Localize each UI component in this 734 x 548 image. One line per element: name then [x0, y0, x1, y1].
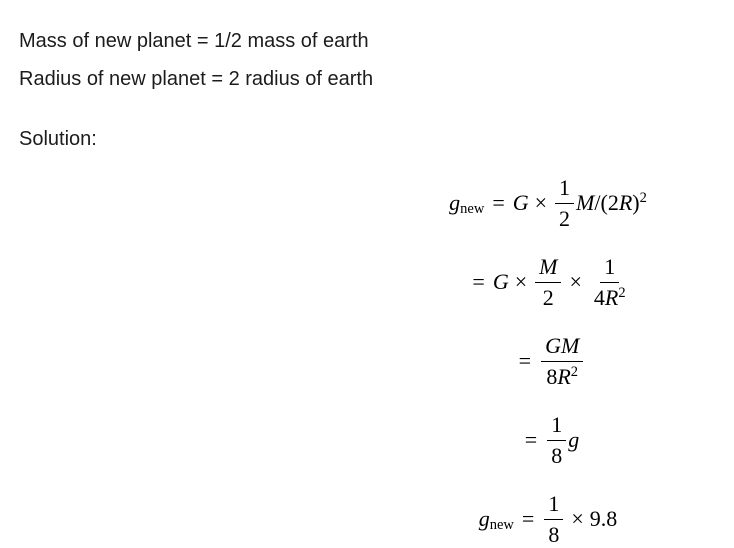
denominator-4R2 — [590, 283, 630, 311]
equation-line-1 — [449, 175, 647, 232]
var-g: g — [478, 506, 490, 532]
derivation-block — [398, 175, 698, 548]
denominator-8R2 — [542, 362, 582, 390]
given-line-mass: Mass of new planet = 1/2 mass of earth — [19, 30, 369, 52]
var-M: M — [576, 190, 595, 216]
equals-sign: = — [472, 269, 485, 295]
var-g: g — [449, 190, 461, 216]
equals-sign: = — [524, 427, 538, 453]
numerator-1: 1 — [547, 412, 566, 441]
exponent-2: 2 — [618, 284, 626, 301]
coef-8: 8 — [546, 363, 558, 389]
var-M: M — [560, 332, 580, 358]
subscript-new: new — [460, 201, 485, 218]
numerator-1: 1 — [544, 491, 563, 520]
fraction-one-half — [555, 175, 574, 232]
solution-label: Solution: — [19, 128, 97, 150]
equals-sign: = — [518, 348, 532, 374]
var-G: G — [545, 332, 561, 358]
numerator: 1 — [555, 175, 574, 204]
g-new-symbol — [479, 506, 514, 532]
denominator-2: 2 — [542, 284, 554, 310]
exponent-2: 2 — [570, 363, 579, 380]
m-over-2r-squared-inline — [576, 190, 647, 216]
numerator-1: 1 — [600, 254, 619, 283]
numerator-GM — [541, 333, 583, 362]
var-R: R — [604, 284, 619, 310]
equals-sign: = — [521, 506, 535, 532]
numeric-value: 9.8 — [589, 506, 618, 532]
fraction-one-eighth — [544, 491, 563, 548]
equation-line-3 — [511, 333, 586, 390]
rparen: ) — [632, 190, 640, 216]
equals-sign: = — [492, 190, 505, 216]
numerator-M: M — [535, 254, 561, 283]
denominator-8: 8 — [548, 521, 560, 547]
denominator-8: 8 — [551, 442, 563, 468]
times-sign: × — [569, 269, 582, 295]
equation-line-4 — [517, 412, 579, 469]
subscript-new: new — [489, 516, 514, 533]
given-line-radius: Radius of new planet = 2 radius of earth — [19, 68, 374, 90]
fraction-GM-over-8R2 — [541, 333, 583, 390]
var-G: G — [492, 269, 509, 295]
var-R: R — [618, 190, 633, 216]
coef-2: 2 — [607, 190, 619, 216]
equation-line-5 — [479, 491, 618, 548]
equation-line-2 — [464, 254, 631, 311]
times-sign: × — [571, 506, 584, 532]
times-sign: × — [514, 269, 528, 295]
exponent-2: 2 — [639, 190, 647, 207]
fraction-M-over-2 — [535, 254, 561, 311]
fraction-1-over-4R2 — [590, 254, 630, 311]
slash-lparen: /( — [594, 190, 608, 216]
fraction-one-eighth — [547, 412, 566, 469]
coef-4: 4 — [593, 284, 605, 310]
times-sign: × — [534, 190, 548, 216]
denominator: 2 — [559, 205, 571, 231]
var-R: R — [557, 363, 571, 389]
g-new-symbol — [449, 190, 484, 216]
var-g: g — [568, 427, 580, 453]
var-G: G — [512, 190, 529, 216]
